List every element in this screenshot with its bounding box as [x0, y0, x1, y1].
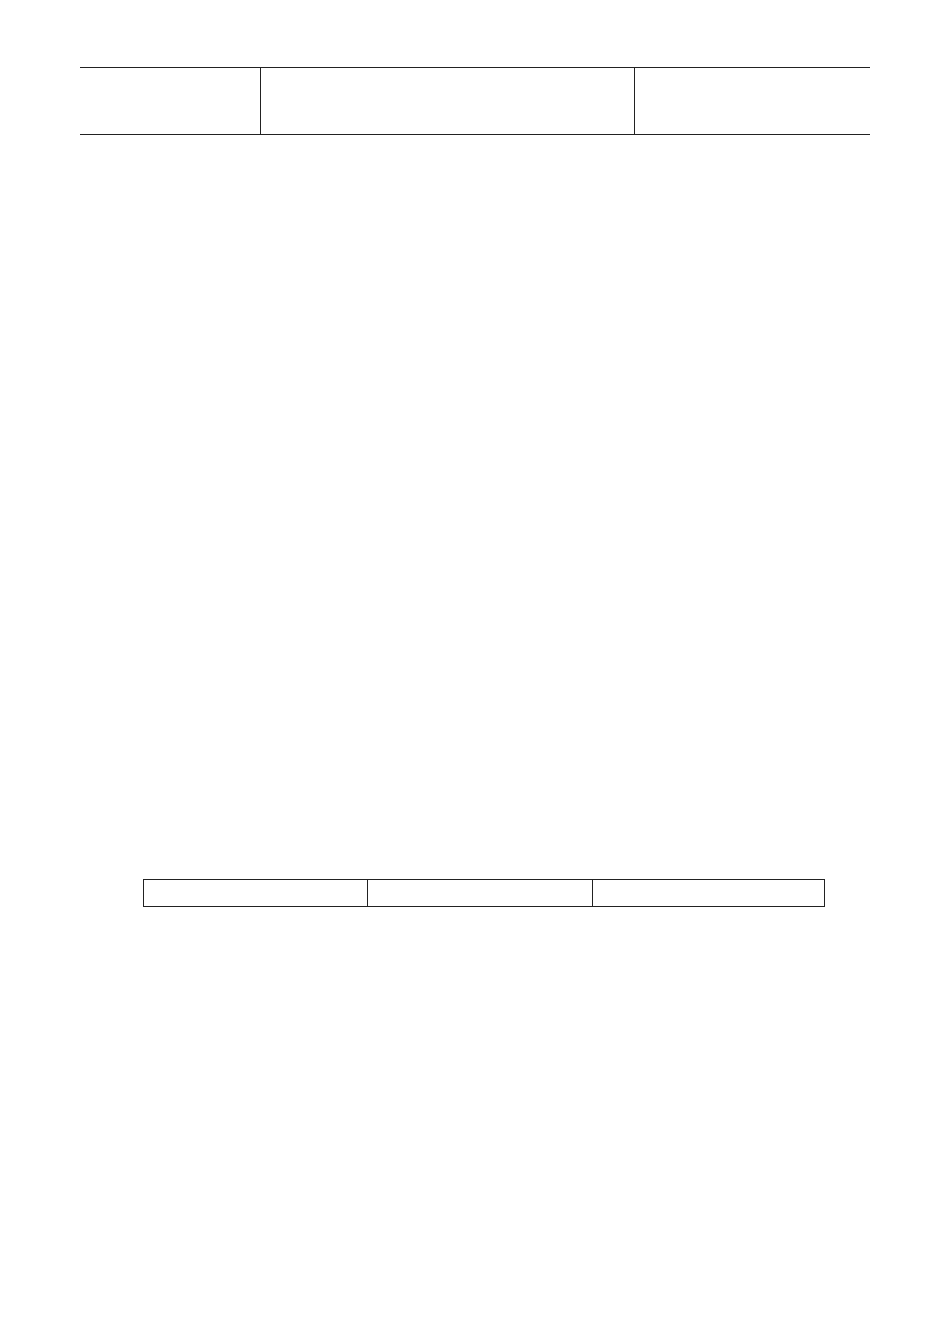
procurement-development-table	[143, 879, 825, 907]
page-header	[80, 67, 870, 135]
table-header-cell	[144, 880, 368, 907]
header-page-number	[635, 68, 870, 134]
header-motto	[260, 68, 635, 134]
table-header-cell	[593, 880, 825, 907]
table-header-cell	[368, 880, 593, 907]
header-meta	[80, 68, 260, 134]
table-header-row	[144, 880, 825, 907]
